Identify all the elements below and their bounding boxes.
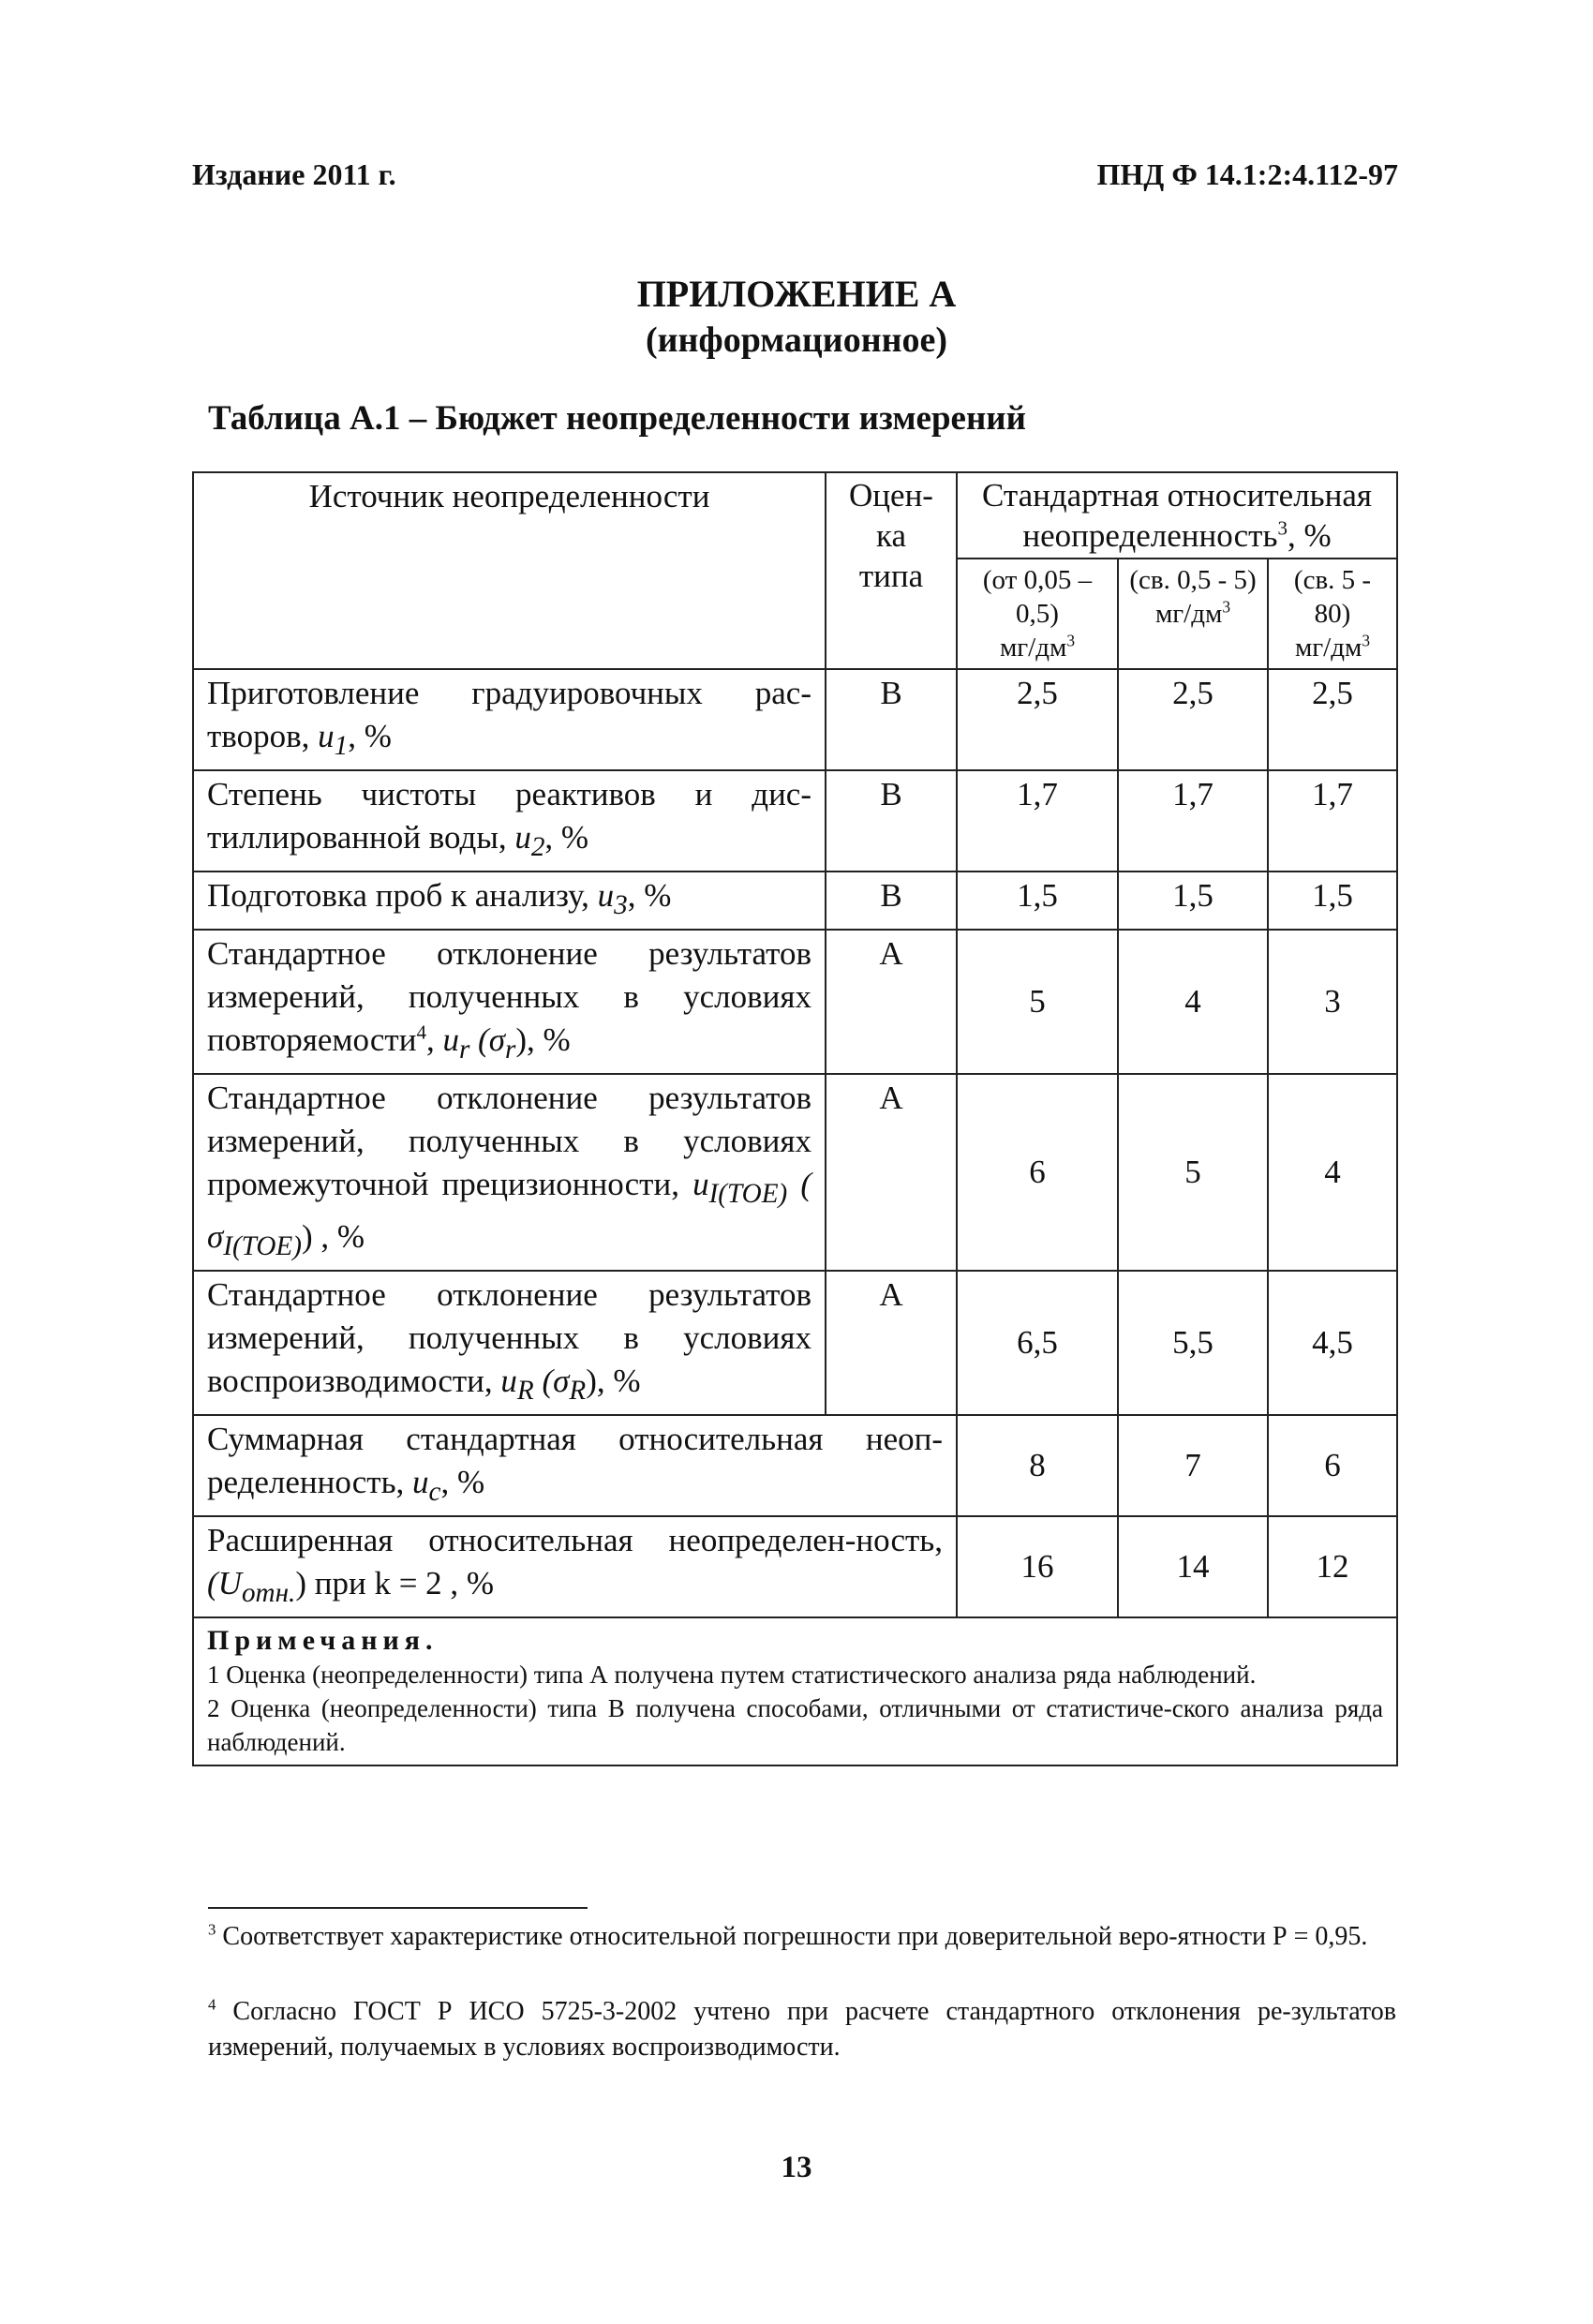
combined-value: 6 [1268,1415,1397,1516]
row-symbol-sub: r [458,1035,470,1065]
row-value: 4,5 [1268,1271,1397,1415]
note-item: 2 Оценка (неопределенности) типа В получена способами, отличными от статистиче-ского анализа ряда наблюдений. [207,1694,1383,1756]
row-source-text: Стандартное отклонение результатов измерений, полученных в условиях воспроизводимости, [207,1276,811,1399]
row-symbol-sub: R [516,1376,534,1406]
row-sigma-sub: R [569,1376,587,1406]
row-value: 6 [957,1074,1118,1271]
row-type: А [826,1271,957,1415]
row-source-text: Подготовка проб к анализу, [207,877,589,914]
document-code: ПНД Ф 14.1:2:4.112-97 [1096,157,1398,191]
range-1-unit: мг/дм [999,633,1067,663]
footnote-3 [208,1919,1396,1955]
range-2-exp: 3 [1222,597,1231,617]
row-symbol: u [692,1166,709,1202]
row-source-text: Приготовление градуировочных рас-творов, [207,675,811,754]
row-tail: ) , % [301,1218,365,1255]
header-type [826,472,957,669]
page-number: 13 [781,2151,812,2184]
row-source [193,872,826,930]
table-row-expanded [193,1516,1397,1617]
range-1-exp: 3 [1066,631,1076,650]
combined-symbol: u [412,1464,429,1500]
notes-heading: Примечания. [207,1625,439,1656]
row-tail: , % [627,877,672,914]
range-2 [1118,559,1268,669]
row-tail: ), % [515,1021,571,1058]
header-uncertainty [957,472,1397,559]
table-row [193,770,1397,872]
combined-value: 8 [957,1415,1118,1516]
row-symbol-sub: 2 [530,832,545,862]
row-source: Стандартное отклонение результатов измерений, полученных в условиях повторяемости$^4$, $u_r$ $(\sigma_r)$, % [193,930,826,1074]
combined-symbol-sub: c [428,1477,441,1507]
footnote-separator [208,1907,588,1909]
table-row [193,1074,1397,1271]
row-value: 6,5 [957,1271,1118,1415]
expanded-value: 16 [957,1516,1118,1617]
note-item: 1 Оценка (неопределенности) типа А получена путем статистического анализа ряда наблюдений. [207,1661,1257,1689]
row-value: 2,5 [957,669,1118,770]
row-value: 2,5 [1118,669,1268,770]
range-3 [1268,559,1397,669]
row-sigma: ( σ [207,1166,812,1255]
table-row [193,1271,1397,1415]
appendix-subtitle: (информационное) [645,320,948,360]
expanded-symbol: (U [207,1565,242,1601]
row-type: В [826,770,957,872]
row-source [193,669,826,770]
header-uncertainty-unit: , % [1287,517,1332,554]
row-source-text: Степень чистоты реактивов и дис-тиллированной воды, [207,776,811,856]
range-2-text: (св. 0,5 - 5) [1129,565,1257,595]
row-value: 1,7 [1118,770,1268,872]
table-row [193,669,1397,770]
row-source-text: Стандартное отклонение результатов измерений, полученных в условиях повторяемости [207,935,811,1058]
row-tail: ), % [586,1363,641,1399]
row-value: 5 [1118,1074,1268,1271]
combined-source [193,1415,957,1516]
expanded-symbol-sub: отн. [241,1578,296,1608]
row-symbol: u [514,819,531,856]
row-sigma-sub: r [504,1035,516,1065]
row-value: 4 [1268,1074,1397,1271]
row-symbol: u [500,1363,517,1399]
range-1 [957,559,1118,669]
row-sigma: (σ [542,1363,570,1399]
footnote-4 [208,1994,1396,2065]
range-1-text: (от 0,05 – 0,5) [982,565,1093,629]
row-value: 1,5 [957,872,1118,930]
expanded-source [193,1516,957,1617]
row-tail: , % [544,819,589,856]
row-value: 5,5 [1118,1271,1268,1415]
row-symbol: u [597,877,615,914]
row-source [193,1271,826,1415]
footnote-3-text: Соответствует характеристике относительной погрешности при доверительной веро-ятности Р = 0,95. [222,1922,1368,1951]
header-source: Источник неопределенности [193,472,826,669]
row-value: 4 [1118,930,1268,1074]
footnote-4-mark: 4 [208,1995,216,2014]
combined-tail: , % [440,1464,485,1500]
footnote-ref-3: 3 [1277,516,1288,540]
header-type-label: Оцен-ка типа [849,477,933,594]
row-source [193,770,826,872]
row-value: 3 [1268,930,1397,1074]
combined-value: 7 [1118,1415,1268,1516]
combined-text: Суммарная стандартная относительная неоп-ределенность, [207,1421,943,1500]
row-type: В [826,669,957,770]
appendix-title: ПРИЛОЖЕНИЕ А [636,273,957,315]
row-type: В [826,872,957,930]
row-sigma-sub: I(TOE) [223,1231,302,1261]
expanded-text: Расширенная относительная неопределен-ность, [207,1522,943,1558]
footnote-4-text: Согласно ГОСТ Р ИСО 5725-3-2002 учтено при расчете стандартного отклонения ре-зультатов измерений, получаемых в условиях воспроизводимости. [208,1997,1396,2062]
row-symbol: u [318,718,335,754]
row-symbol-sub: I(TOE) [708,1179,788,1209]
uncertainty-budget-table [192,471,1398,1766]
row-tail: , % [348,718,392,754]
footnote-3-mark: 3 [208,1920,216,1939]
row-value: 1,5 [1118,872,1268,930]
row-value: 2,5 [1268,669,1397,770]
row-value: 1,7 [1268,770,1397,872]
row-source-text: Стандартное отклонение результатов измерений, полученных в условиях промежуточной прецизионности, [207,1080,811,1202]
expanded-value: 12 [1268,1516,1397,1617]
row-sigma: (σ [478,1021,505,1058]
row-value: 1,7 [957,770,1118,872]
table-caption: Таблица А.1 – Бюджет неопределенности измерений [208,399,1026,438]
table-header-row [193,472,1397,559]
row-symbol-sub: 1 [334,731,349,761]
range-3-exp: 3 [1362,631,1371,650]
row-symbol-sub: 3 [614,890,628,920]
range-3-unit: мг/дм [1294,633,1362,663]
row-symbol: u [442,1021,459,1058]
row-value: 1,5 [1268,872,1397,930]
range-3-text: (св. 5 - 80) [1293,565,1372,629]
table-notes-row [193,1617,1397,1765]
row-type: А [826,930,957,1074]
table-row-combined [193,1415,1397,1516]
expanded-value: 14 [1118,1516,1268,1617]
table-row [193,872,1397,930]
row-type: А [826,1074,957,1271]
header-uncertainty-label: Стандартная относительная неопределенность [982,477,1372,554]
edition-label: Издание 2011 г. [192,157,396,191]
range-2-unit: мг/дм [1154,599,1223,629]
row-value: 5 [957,930,1118,1074]
footnote-ref-4: 4 [416,1020,426,1044]
table-row [193,930,1397,1074]
table-notes [193,1617,1397,1765]
row-source [193,1074,826,1271]
expanded-tail: ) при k = 2 , % [295,1565,495,1601]
